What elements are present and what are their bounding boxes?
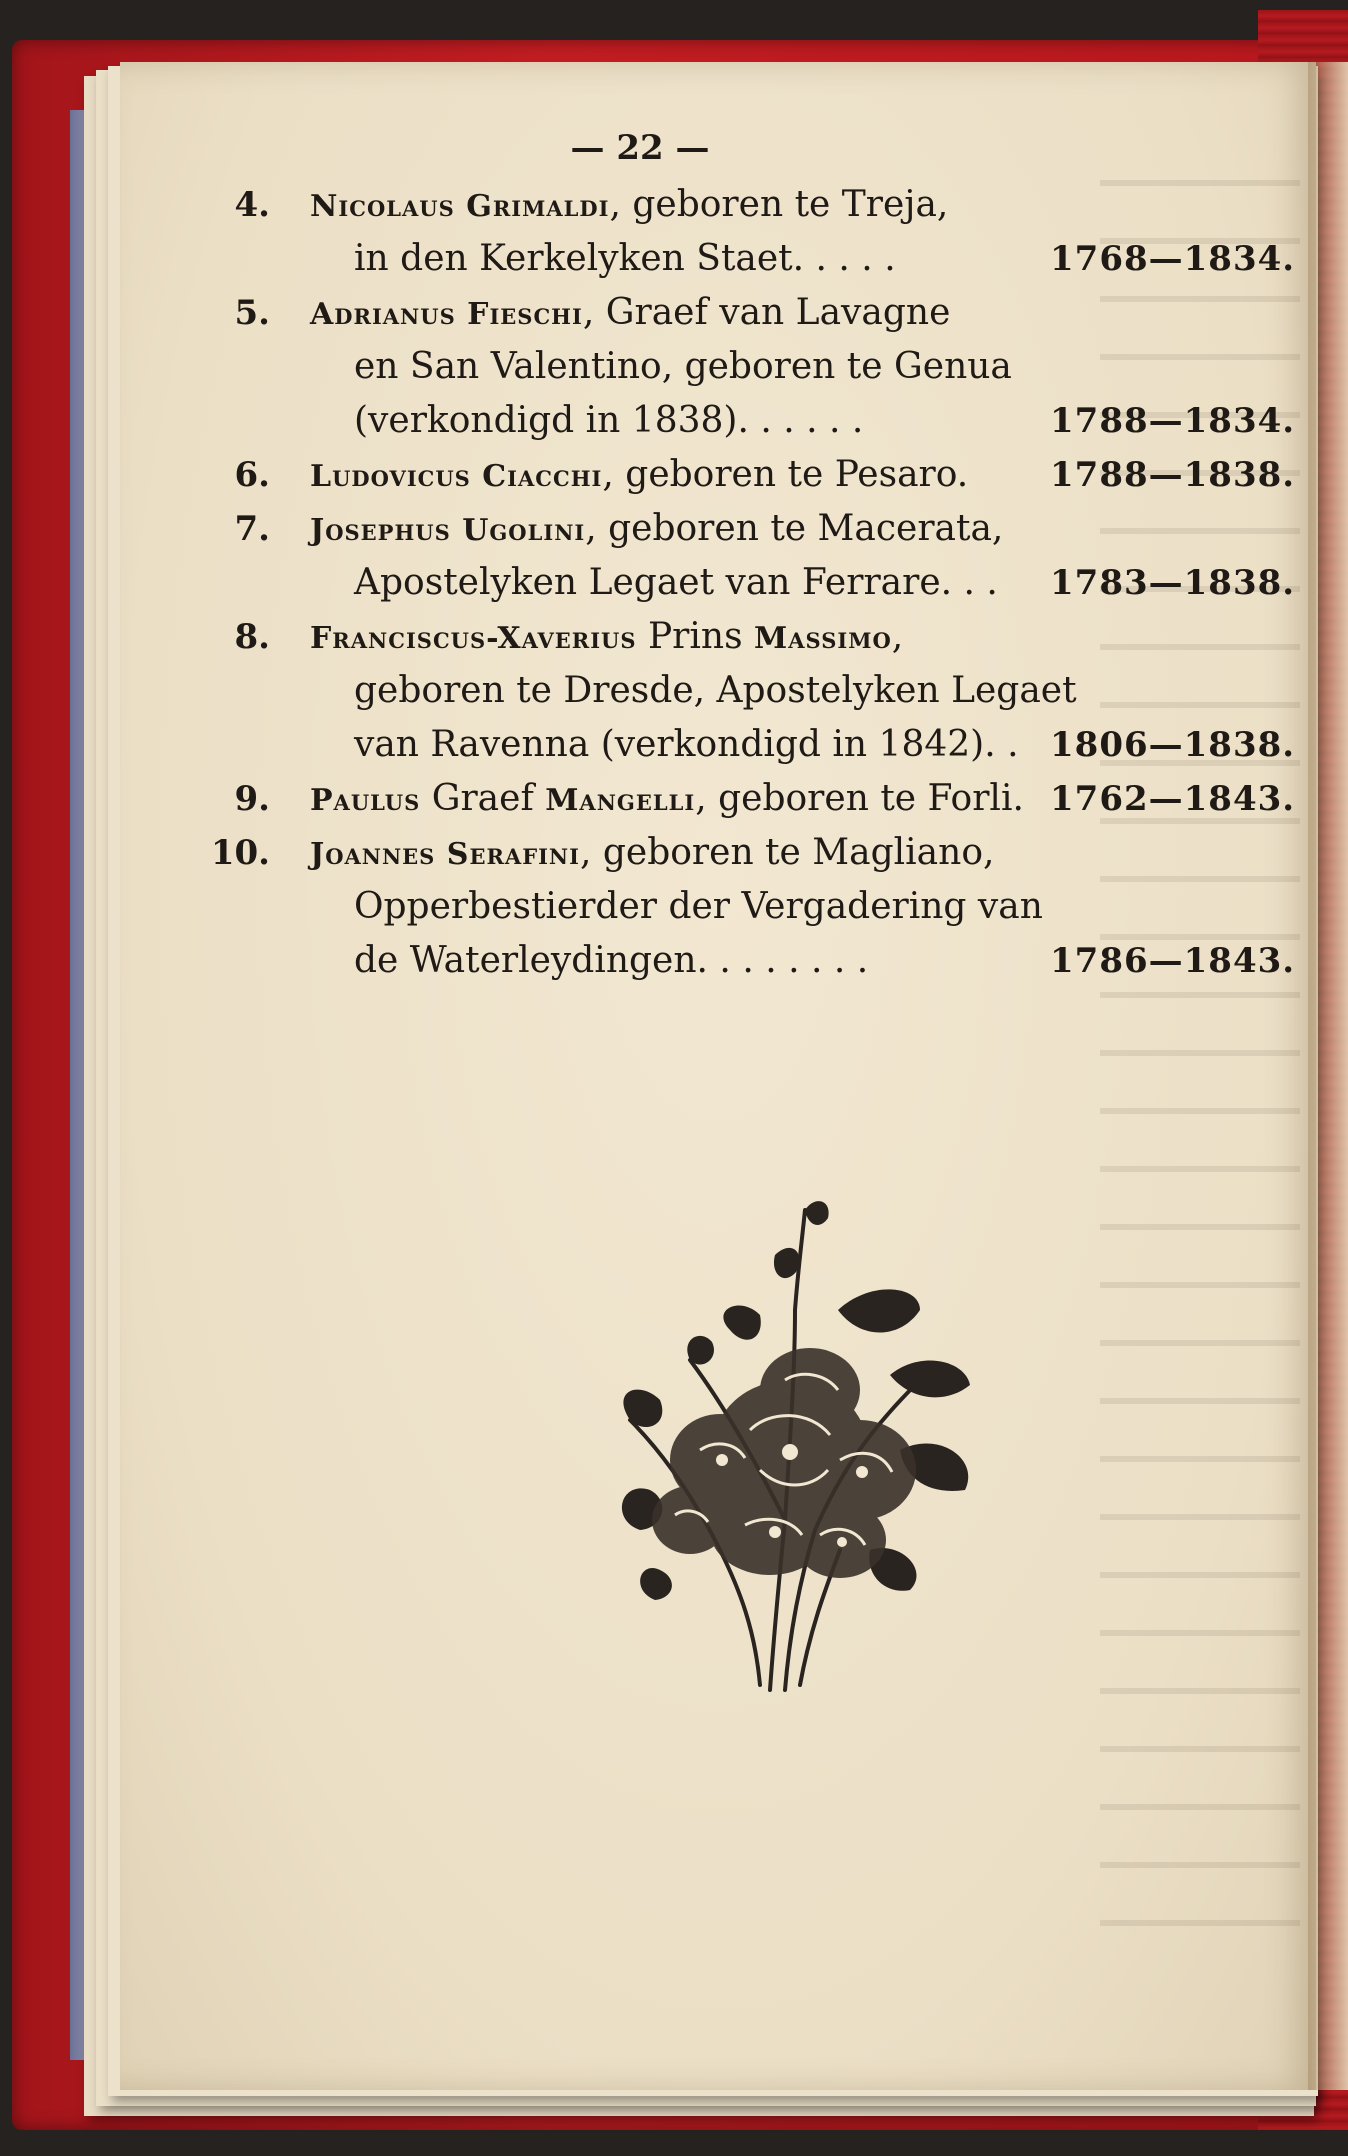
entry-dates: 1783—1838. (1050, 563, 1296, 603)
entry-text: van Ravenna (verkondigd in 1842). . (354, 724, 1019, 765)
entry-number: 8. (234, 617, 270, 657)
list-item (210, 826, 1296, 988)
list-item (234, 502, 1296, 610)
entry-dates: 1788—1838. (1050, 455, 1296, 495)
cardinal-list (210, 178, 1296, 988)
entry-dates: 1768—1834. (1050, 239, 1296, 279)
list-item (234, 448, 1296, 502)
entry-text: , geboren te Macerata, (585, 508, 1004, 549)
entry-text: , Graef van Lavagne (582, 292, 951, 333)
entry-name: Massimo (754, 621, 892, 656)
entry-text: de Waterleydingen. . . . . . . . (354, 940, 869, 981)
entry-text: geboren te Dresde, Apostelyken Legaet (354, 670, 1077, 711)
list-item (234, 286, 1296, 448)
entry-number: 10. (210, 833, 270, 873)
entry-number: 5. (234, 293, 270, 333)
entry-text: (verkondigd in 1838). . . . . . (354, 400, 864, 441)
entry-name: Paulus (310, 783, 421, 818)
entry-text: Opperbestierder der Vergadering van (354, 886, 1043, 927)
entry-text: , geboren te Magliano, (579, 832, 995, 873)
entry-text: in den Kerkelyken Staet. . . . . (354, 238, 896, 279)
entry-dates: 1788—1834. (1050, 401, 1296, 441)
flower-bouquet-icon (570, 1190, 1010, 1710)
entry-text: , geboren te Pesaro. (602, 454, 969, 495)
entry-name: Franciscus-Xaverius (310, 621, 637, 656)
entry-text: en San Valentino, geboren te Genua (354, 346, 1012, 387)
list-item (234, 772, 1296, 826)
entry-dates: 1806—1838. (1050, 725, 1296, 765)
entry-text: Prins (636, 616, 754, 657)
entry-dates: 1786—1843. (1050, 941, 1296, 981)
entry-text: , (891, 616, 904, 657)
entry-text: , geboren te Treja, (609, 184, 949, 225)
entry-text: , geboren te Forli. (695, 778, 1024, 819)
entry-name: Mangelli (545, 783, 696, 818)
entry-text: Graef (420, 778, 546, 819)
entry-number: 9. (234, 779, 270, 819)
entry-number: 7. (234, 509, 270, 549)
entry-number: 6. (234, 455, 270, 495)
entry-name: Nicolaus Grimaldi (310, 189, 610, 224)
entry-name: Joannes Serafini (310, 837, 580, 872)
entry-number: 4. (234, 185, 270, 225)
entry-name: Josephus Ugolini (310, 513, 586, 548)
list-item (234, 178, 1296, 286)
entry-dates: 1762—1843. (1050, 779, 1296, 819)
page-number: — 22 — (570, 128, 710, 168)
entry-text: Apostelyken Legaet van Ferrare. . . (354, 562, 998, 603)
entry-name: Ludovicus Ciacchi (310, 459, 603, 494)
list-item (234, 610, 1296, 772)
entry-name: Adrianus Fieschi (310, 297, 583, 332)
